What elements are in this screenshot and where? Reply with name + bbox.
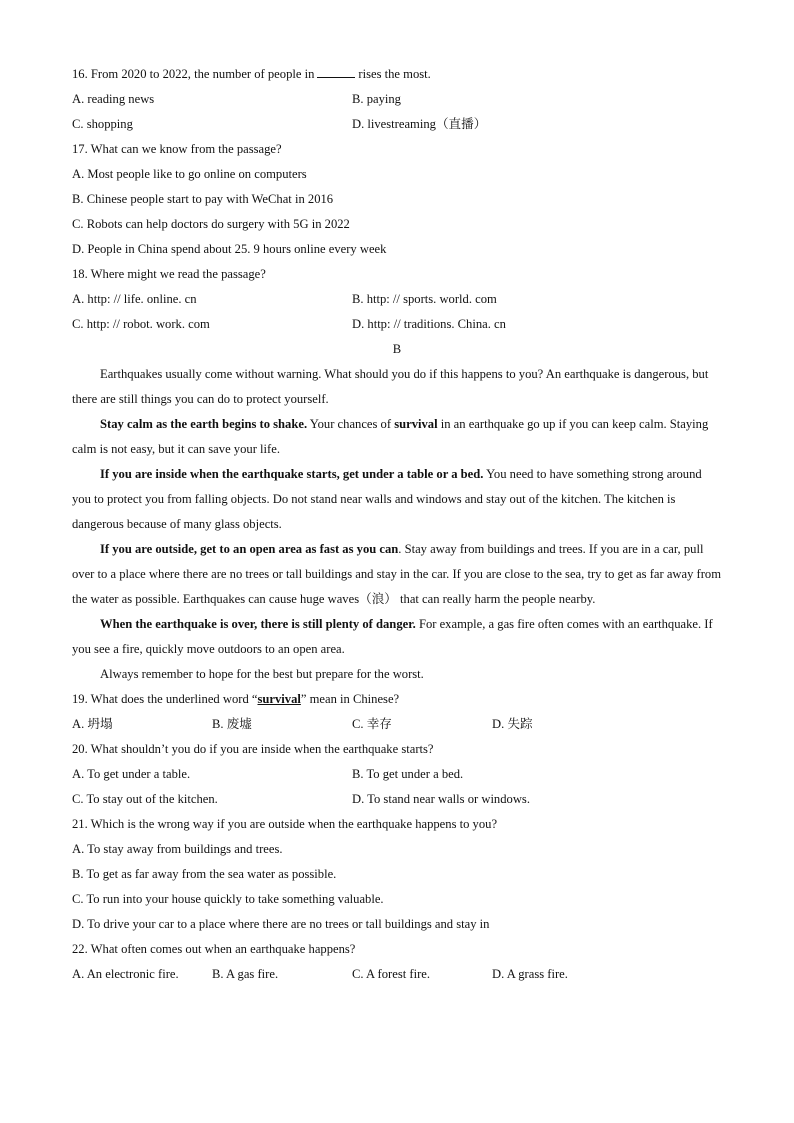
q18-options-row-1 [72,287,722,312]
q19-options-row [72,712,722,737]
q22-option-a: A. An electronic fire. [72,967,179,981]
p5-text: For example, a gas fire often comes with an earthquake. If you see a fire, quickly move outdoors to an open area. [72,617,713,656]
q20-options-row-1 [72,762,722,787]
section-label: B [392,342,402,356]
q20-option-b: B. To get under a bed. [352,767,464,781]
q16-stem-after: rises the most. [358,67,431,81]
q19-option-a: A. 坍塌 [72,717,113,731]
q19-stem-after: ” mean in Chinese? [300,692,400,706]
p4-heading: If you are outside, get to an open area as fast as you can [100,542,399,556]
q21-option-a: A. To stay away from buildings and trees. [72,842,283,856]
q20-option-d: D. To stand near walls or windows. [352,792,530,806]
q18-options-row-2 [72,312,722,337]
passage-paragraph-1: Earthquakes usually come without warning. What should you do if this happens to you? An earthquake is dangerous, but there are still things you can do to protect yourself. [72,367,709,406]
p3-heading: If you are inside when the earthquake starts, get under a table or a bed. [100,467,484,481]
question-16-stem [72,62,722,87]
q20-option-c: C. To stay out of the kitchen. [72,792,218,806]
q16-option-b: B. paying [352,92,401,106]
q19-option-b: B. 废墟 [212,717,252,731]
q16-options-row-2 [72,112,722,137]
p3-text: You need to have something strong around you to protect you from falling objects. Do not stand near walls and windows and stay out of the kitchen. The kitchen is dangerous because of many glass objects. [72,467,702,531]
q19-option-d: D. 失踪 [492,717,533,731]
q20-options-row-2 [72,787,722,812]
q19-option-c: C. 幸存 [352,717,392,731]
exam-page [72,62,722,987]
passage-paragraph-5 [72,612,722,662]
p2-heading: Stay calm as the earth begins to shake. [100,417,308,431]
p4-text: . Stay away from buildings and trees. If you are in a car, pull over to a place where there are no trees or tall buildings and stay in the car. If you are close to the sea, try to get as far away from the water as possible. Earthquakes can cause huge waves（浪） that can really harm the people nearby. [72,542,722,606]
p2-text-b: in an earthquake go up if you can keep calm. Staying calm is not easy, but it can save your life. [72,417,709,456]
question-20-stem: 20. What shouldn’t you do if you are inside when the earthquake starts? [72,742,434,756]
q19-stem-before: 19. What does the underlined word “ [72,692,258,706]
passage-paragraph-4 [72,537,722,612]
q21-option-c: C. To run into your house quickly to take something valuable. [72,892,384,906]
q16-option-d: D. livestreaming（直播） [352,117,487,131]
q22-options-row [72,962,722,987]
p5-heading: When the earthquake is over, there is still plenty of danger. [100,617,416,631]
question-19-stem [72,687,722,712]
q20-option-a: A. To get under a table. [72,767,191,781]
passage-paragraph-3 [72,462,722,537]
q22-option-d: D. A grass fire. [492,967,568,981]
answer-blank [317,64,355,78]
q18-option-b: B. http: // sports. world. com [352,292,497,306]
question-18-stem: 18. Where might we read the passage? [72,267,266,281]
question-21-stem: 21. Which is the wrong way if you are outside when the earthquake happens to you? [72,817,498,831]
q16-option-c: C. shopping [72,117,133,131]
p2-keyword-survival: survival [394,417,438,431]
p2-text-a: Your chances of [307,417,395,431]
q18-option-c: C. http: // robot. work. com [72,317,210,331]
q17-option-b: B. Chinese people start to pay with WeChat in 2016 [72,192,334,206]
q16-options-row-1 [72,87,722,112]
q17-option-a: A. Most people like to go online on computers [72,167,307,181]
q21-option-d: D. To drive your car to a place where there are no trees or tall buildings and stay in [72,917,490,931]
q17-option-d: D. People in China spend about 25. 9 hours online every week [72,242,387,256]
question-22-stem: 22. What often comes out when an earthquake happens? [72,942,356,956]
q17-option-c: C. Robots can help doctors do surgery with 5G in 2022 [72,217,350,231]
passage-paragraph-2 [72,412,722,462]
q22-option-b: B. A gas fire. [212,967,279,981]
q22-option-c: C. A forest fire. [352,967,430,981]
q19-underlined-word: survival [257,692,301,706]
q18-option-a: A. http: // life. online. cn [72,292,197,306]
question-17-stem: 17. What can we know from the passage? [72,142,282,156]
q21-option-b: B. To get as far away from the sea water as possible. [72,867,337,881]
passage-paragraph-6: Always remember to hope for the best but prepare for the worst. [100,667,424,681]
q18-option-d: D. http: // traditions. China. cn [352,317,506,331]
q16-stem-before: 16. From 2020 to 2022, the number of people in [72,67,315,81]
q16-option-a: A. reading news [72,92,155,106]
